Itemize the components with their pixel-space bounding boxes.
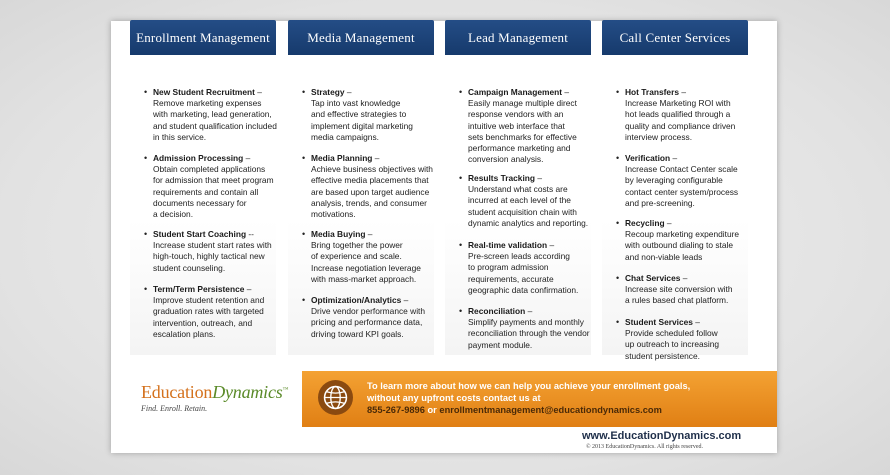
website-link[interactable]: www.EducationDynamics.com xyxy=(582,430,742,442)
service-item-title: Results Tracking xyxy=(468,173,536,183)
bullet-icon: • xyxy=(459,240,463,250)
service-item xyxy=(616,317,753,362)
service-item xyxy=(302,295,439,340)
service-item-description-line: sets benchmarks for effective xyxy=(468,131,577,142)
bullet-icon: • xyxy=(144,229,148,239)
service-item-separator: – xyxy=(365,229,373,239)
bullet-icon: • xyxy=(302,87,306,97)
service-item-description-line: a rules based chat platform. xyxy=(625,295,729,306)
service-item-heading xyxy=(625,273,753,284)
service-item-description-line: Understand what costs are xyxy=(468,184,568,195)
globe-icon xyxy=(318,380,353,415)
service-item-separator: – xyxy=(525,306,533,316)
service-item-description-line: documents necessary for xyxy=(153,197,247,208)
service-item-description-line: Improve student retention and xyxy=(153,295,265,306)
service-item-description-line: Tap into vast knowledge xyxy=(311,98,401,109)
service-item-description-line: Increase Contact Center scale xyxy=(625,164,738,175)
service-item-description-line: Increase site conversion with xyxy=(625,284,733,295)
service-item-description-line: response vendors with an xyxy=(468,109,564,120)
service-item-title: Recycling xyxy=(625,218,665,228)
service-item-title: Campaign Management xyxy=(468,87,563,97)
service-item-description-line: payment module. xyxy=(468,339,533,350)
service-item-description-line: incurred at each level of the xyxy=(468,195,571,206)
service-item-heading xyxy=(625,317,753,328)
service-item-description-line: contact center system/process xyxy=(625,186,739,197)
service-item-description-line: interview process. xyxy=(625,131,693,142)
service-item-title: Admission Processing xyxy=(153,153,244,163)
service-item xyxy=(616,218,753,263)
service-item-description-line: dynamic analytics and reporting. xyxy=(468,217,589,228)
bullet-icon: • xyxy=(616,273,620,283)
contact-text xyxy=(367,380,772,416)
service-item-description-line: intuitive web interface that xyxy=(468,120,565,131)
service-item-description-line: implement digital marketing xyxy=(311,120,413,131)
service-item-description-line: quality and compliance driven xyxy=(625,120,736,131)
service-item-description-line: graduation rates with targeted xyxy=(153,306,264,317)
service-item-heading xyxy=(625,87,753,98)
service-item xyxy=(459,306,596,351)
bullet-icon: • xyxy=(616,218,620,228)
service-item-description-line: by leveraging configurable xyxy=(625,175,723,186)
service-item-description-line: geographic data confirmation. xyxy=(468,284,579,295)
service-item-separator: – xyxy=(254,87,262,97)
service-item-title: Verification xyxy=(625,153,671,163)
education-dynamics-logo xyxy=(141,382,288,413)
logo-wordmark xyxy=(141,382,288,403)
service-item-description-line: to program admission xyxy=(468,262,549,273)
service-item-description-line: hot leads qualified through a xyxy=(625,109,731,120)
service-item-heading xyxy=(311,87,439,98)
service-item-separator: – xyxy=(680,273,688,283)
logo-trademark: ™ xyxy=(282,387,289,393)
service-item-heading xyxy=(625,153,753,164)
service-item xyxy=(302,229,439,285)
phone-number[interactable]: 855-267-9896 xyxy=(367,405,425,415)
service-item-description-line: requirements and contain all xyxy=(153,186,259,197)
contact-line-3 xyxy=(367,404,772,416)
service-item-separator: -- xyxy=(246,229,254,239)
email-link[interactable]: enrollmentmanagement@educationdynamics.com xyxy=(439,405,662,415)
service-item-description-line: Recoup marketing expenditure xyxy=(625,229,740,240)
service-item-heading xyxy=(468,306,596,317)
service-item-title: Hot Transfers xyxy=(625,87,679,97)
service-item-separator: – xyxy=(670,153,678,163)
service-item-title: Optimization/Analytics xyxy=(311,295,402,305)
logo-tagline: Find. Enroll. Retain. xyxy=(141,404,208,413)
service-item-separator: – xyxy=(401,295,409,305)
column-header-media-management: Media Management xyxy=(288,20,434,55)
service-item-heading xyxy=(311,229,439,240)
service-item xyxy=(144,229,281,274)
service-item-description-line: Achieve business objectives with xyxy=(311,164,433,175)
bullet-icon: • xyxy=(302,295,306,305)
service-item-heading xyxy=(153,284,281,295)
service-item-description-line: for admission that meet program xyxy=(153,175,274,186)
service-item-heading xyxy=(468,173,596,184)
service-item-description-line: Bring together the power xyxy=(311,240,403,251)
service-item xyxy=(302,153,439,220)
service-item-description-line: a decision. xyxy=(153,209,194,220)
service-item xyxy=(144,87,281,143)
service-item-description-line: performance marketing and xyxy=(468,143,571,154)
bullet-icon: • xyxy=(459,87,463,97)
service-item-description-line: and pre-screening. xyxy=(625,197,695,208)
service-item-title: New Student Recruitment xyxy=(153,87,255,97)
service-item xyxy=(616,87,753,143)
service-item-description-line: and non-viable leads xyxy=(625,251,703,262)
logo-part-education: Education xyxy=(141,382,213,402)
service-item-heading xyxy=(625,218,753,229)
service-item-description-line: conversion analysis. xyxy=(468,154,544,165)
column-header-call-center-services: Call Center Services xyxy=(602,20,748,55)
service-item-heading xyxy=(468,240,596,251)
service-item-description-line: Increase Marketing ROI with xyxy=(625,98,731,109)
service-item-description-line: up outreach to increasing xyxy=(625,339,720,350)
bullet-icon: • xyxy=(459,173,463,183)
service-item-title: Media Buying xyxy=(311,229,366,239)
service-item-description-line: Provide scheduled follow xyxy=(625,328,718,339)
bullet-icon: • xyxy=(616,317,620,327)
service-item-title: Term/Term Persistence xyxy=(153,284,245,294)
service-item-description-line: Easily manage multiple direct xyxy=(468,98,577,109)
service-item-separator: – xyxy=(243,153,251,163)
service-item-separator: – xyxy=(372,153,380,163)
bullet-icon: • xyxy=(302,153,306,163)
service-item-heading xyxy=(153,229,281,240)
service-item-description-line: Increase negotiation leverage xyxy=(311,262,421,273)
service-item xyxy=(459,173,596,229)
service-item-description-line: high-touch, highly tactical new xyxy=(153,251,265,262)
service-item-description-line: pricing and performance data, xyxy=(311,317,423,328)
service-item-separator: – xyxy=(664,218,672,228)
service-item xyxy=(459,240,596,296)
bullet-icon: • xyxy=(459,306,463,316)
service-item-description-line: intervention, outreach, and xyxy=(153,317,253,328)
service-item-separator: – xyxy=(547,240,555,250)
column-header-enrollment-management: Enrollment Management xyxy=(130,20,276,55)
service-item-description-line: Pre-screen leads according xyxy=(468,251,570,262)
service-item-separator: – xyxy=(679,87,686,97)
service-item-heading xyxy=(153,87,281,98)
service-item-description-line: reconciliation through the vendor xyxy=(468,328,590,339)
service-item-separator: – xyxy=(692,317,700,327)
service-item-title: Real-time validation xyxy=(468,240,548,250)
bullet-icon: • xyxy=(144,284,148,294)
bullet-icon: • xyxy=(616,153,620,163)
service-item-title: Student Start Coaching xyxy=(153,229,247,239)
column-header-lead-management: Lead Management xyxy=(445,20,591,55)
service-item-description-line: Remove marketing expenses xyxy=(153,98,262,109)
service-item-description-line: student persistence. xyxy=(625,350,700,361)
bullet-icon: • xyxy=(144,87,148,97)
service-item-separator: – xyxy=(562,87,570,97)
bullet-icon: • xyxy=(144,153,148,163)
service-item xyxy=(616,153,753,209)
service-item-description-line: media campaigns. xyxy=(311,131,379,142)
service-item xyxy=(459,87,596,165)
service-item-description-line: escalation plans. xyxy=(153,328,216,339)
service-item-title: Reconciliation xyxy=(468,306,526,316)
service-item xyxy=(144,153,281,220)
service-item-heading xyxy=(468,87,596,98)
service-item-description-line: of experience and scale. xyxy=(311,251,402,262)
service-item-heading xyxy=(311,153,439,164)
contact-line-2: without any upfront costs contact us at xyxy=(367,393,541,403)
service-item-heading xyxy=(311,295,439,306)
service-item-heading xyxy=(153,153,281,164)
service-item-description-line: Increase student start rates with xyxy=(153,240,272,251)
service-item-description-line: in this service. xyxy=(153,131,207,142)
service-item-description-line: driving toward KPI goals. xyxy=(311,328,404,339)
contact-or: or xyxy=(427,405,437,415)
service-item-description-line: are based upon target audience xyxy=(311,186,430,197)
service-item-description-line: motivations. xyxy=(311,209,356,220)
service-item-description-line: effective media placements that xyxy=(311,175,429,186)
service-item-separator: – xyxy=(535,173,543,183)
service-item-description-line: with mass-market approach. xyxy=(311,273,417,284)
service-item-description-line: with outbound dialing to stale xyxy=(625,240,734,251)
service-item-description-line: and effective strategies to xyxy=(311,109,407,120)
service-item-separator: – xyxy=(344,87,352,97)
copyright-text: © 2013 EducationDynamics. All rights reserved. xyxy=(586,444,704,450)
service-item-description-line: Obtain completed applications xyxy=(153,164,266,175)
service-item-separator: – xyxy=(244,284,252,294)
service-item-description-line: with marketing, lead generation, xyxy=(153,109,272,120)
logo-part-dynamics: Dynamics xyxy=(212,382,283,402)
bullet-icon: • xyxy=(616,87,620,97)
service-item-description-line: student acquisition chain with xyxy=(468,206,577,217)
service-item-title: Media Planning xyxy=(311,153,373,163)
service-item-description-line: requirements, accurate xyxy=(468,273,554,284)
bullet-icon: • xyxy=(302,229,306,239)
service-item xyxy=(302,87,439,143)
service-item xyxy=(616,273,753,307)
service-item-description-line: analysis, trends, and consumer xyxy=(311,197,427,208)
service-item-description-line: and student qualification included xyxy=(153,120,277,131)
service-item-title: Chat Services xyxy=(625,273,681,283)
service-item-description-line: student counseling. xyxy=(153,262,226,273)
service-item xyxy=(144,284,281,340)
service-item-description-line: Simplify payments and monthly xyxy=(468,317,584,328)
contact-line-1: To learn more about how we can help you achieve your enrollment goals, xyxy=(367,381,691,391)
service-item-title: Strategy xyxy=(311,87,345,97)
service-item-title: Student Services xyxy=(625,317,693,327)
service-item-description-line: Drive vendor performance with xyxy=(311,306,426,317)
